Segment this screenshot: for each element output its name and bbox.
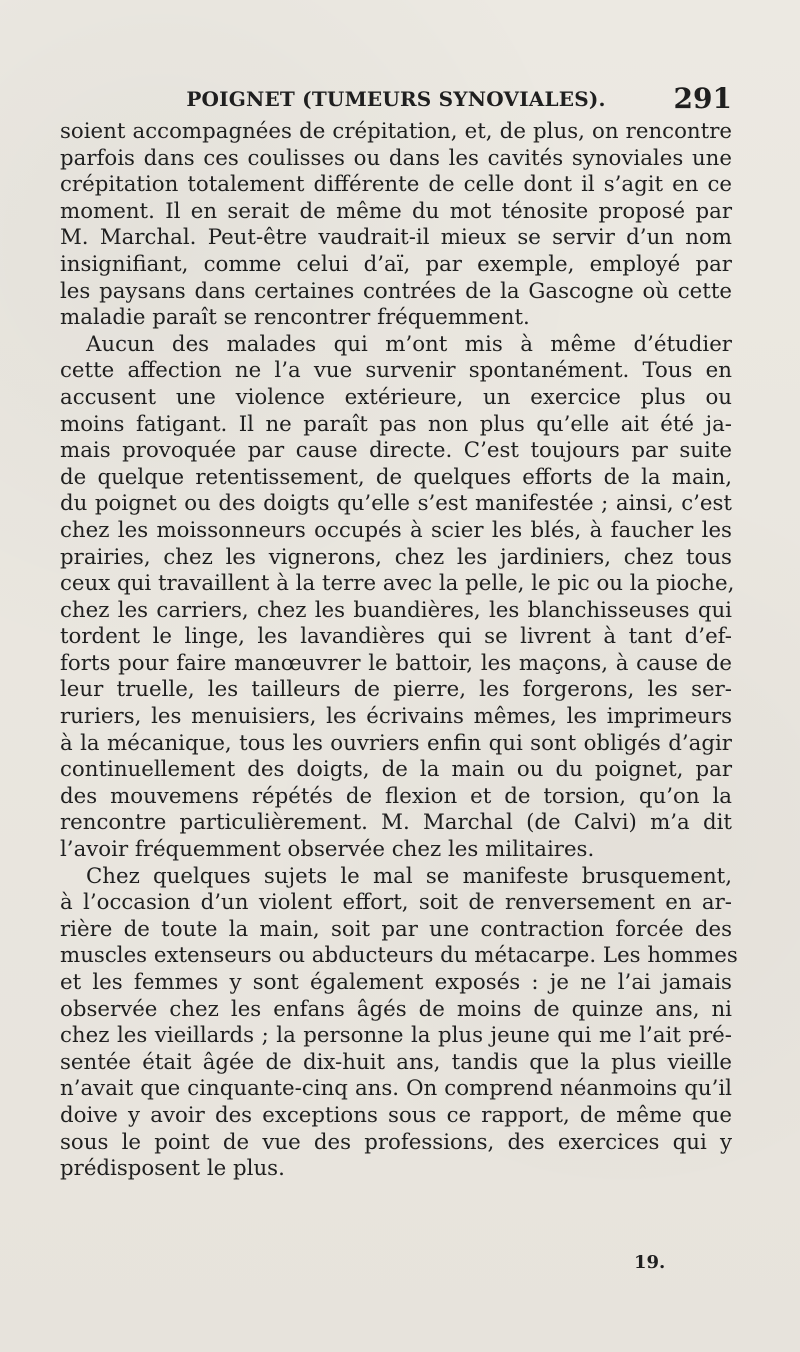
text-line: Aucun des malades qui m’ont mis à même d’étudier (86, 331, 732, 357)
text-line: forts pour faire manœuvrer le battoir, les maçons, à cause de (60, 650, 732, 676)
text-line: muscles extenseurs ou abducteurs du métacarpe. Les hommes (60, 943, 738, 969)
text-line: observée chez les enfans âgés de moins de quinze ans, ni (60, 996, 732, 1022)
text-line: rencontre particulièrement. M. Marchal (de Calvi) m’a dit (60, 810, 732, 836)
text-line: prairies, chez les vignerons, chez les jardiniers, chez tous (60, 544, 732, 570)
text-line: sentée était âgée de dix-huit ans, tandis que la plus vieille (60, 1049, 732, 1075)
text-line: ceux qui travaillent à la terre avec la pelle, le pic ou la pioche, (60, 571, 735, 597)
text-line: l’avoir fréquemment observée chez les militaires. (60, 837, 595, 863)
text-line: tordent le linge, les lavandières qui se livrent à tant d’ef- (60, 624, 732, 650)
text-line: moins fatigant. Il ne paraît pas non plus qu’elle ait été ja- (60, 411, 732, 437)
page-number: 291 (673, 82, 732, 115)
text-line: Chez quelques sujets le mal se manifeste brusquement, (86, 863, 732, 889)
text-line: à la mécanique, tous les ouvriers enfin qui sont obligés d’agir (60, 730, 732, 756)
text-line: insignifiant, comme celui d’aï, par exemple, employé par (60, 251, 732, 277)
signature-mark: 19. (634, 1252, 666, 1273)
text-line: soient accompagnées de crépitation, et, de plus, on rencontre (60, 119, 732, 144)
text-line: et les femmes y sont également exposés : je ne l’ai jamais (60, 970, 732, 995)
text-line: leur truelle, les tailleurs de pierre, les forgerons, les ser- (60, 677, 732, 703)
text-line: chez les vieillards ; la personne la plus jeune qui me l’ait pré- (60, 1023, 732, 1049)
running-title: POIGNET (TUMEURS SYNOVIALES). (186, 87, 606, 111)
text-line: accusent une violence extérieure, un exercice plus ou (60, 384, 732, 410)
text-line: continuellement des doigts, de la main ou du poignet, par (60, 757, 732, 783)
text-line: rière de toute la main, soit par une contraction forcée des (60, 916, 732, 942)
text-line: mais provoquée par cause directe. C’est toujours par suite (60, 438, 732, 464)
text-line: cette affection ne l’a vue survenir spontanément. Tous en (60, 358, 732, 384)
text-line: de quelque retentissement, de quelques efforts de la main, (60, 464, 732, 490)
text-line: moment. Il en serait de même du mot ténosite proposé par (60, 198, 732, 224)
text-line: sous le point de vue des professions, des exercices qui y (60, 1129, 732, 1155)
text-line: doive y avoir des exceptions sous ce rapport, de même que (60, 1102, 732, 1128)
text-line: M. Marchal. Peut-être vaudrait-il mieux se servir d’un nom (60, 225, 732, 251)
text-line: parfois dans ces coulisses ou dans les cavités synoviales une (60, 145, 732, 171)
text-line: n’avait que cinquante-cinq ans. On comprend néanmoins qu’il (60, 1076, 732, 1102)
text-line: du poignet ou des doigts qu’elle s’est manifestée ; ainsi, c’est (60, 491, 732, 517)
text-line: maladie paraît se rencontrer fréquemment. (60, 305, 530, 331)
text-line: chez les moissonneurs occupés à scier les blés, à faucher les (60, 517, 732, 543)
text-line: à l’occasion d’un violent effort, soit de renversement en ar- (60, 890, 732, 916)
page-body (60, 119, 738, 1183)
text-line: des mouvemens répétés de flexion et de torsion, qu’on la (60, 783, 732, 809)
text-line: les paysans dans certaines contrées de la Gascogne où cette (60, 278, 732, 304)
text-line: chez les carriers, chez les buandières, les blanchisseuses qui (60, 597, 732, 623)
text-line: ruriers, les menuisiers, les écrivains mêmes, les imprimeurs (60, 704, 732, 730)
text-line: crépitation totalement différente de celle dont il s’agit en ce (60, 172, 732, 198)
running-head (60, 84, 732, 114)
text-line: prédisposent le plus. (60, 1156, 285, 1182)
